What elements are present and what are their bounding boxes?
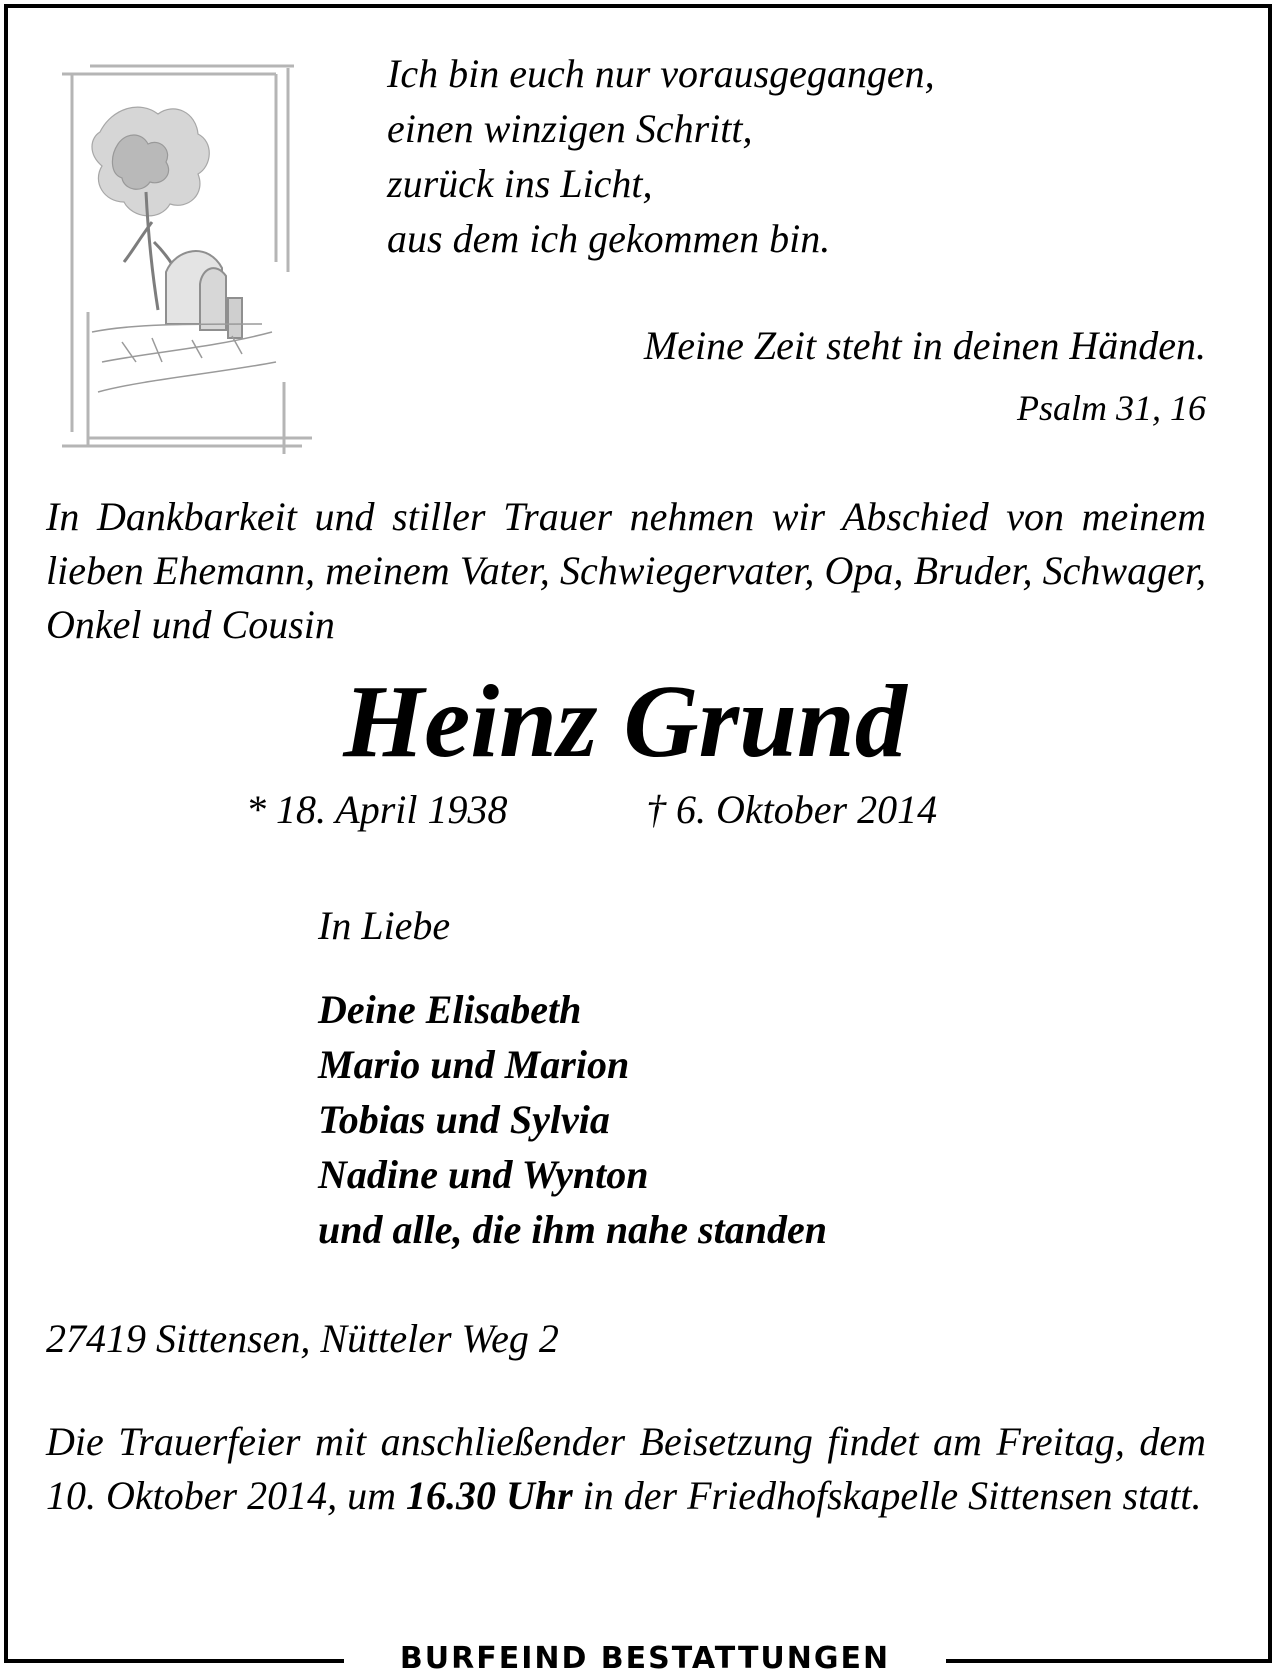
mourner-line: Deine Elisabeth — [318, 987, 582, 1032]
quote-source: Psalm 31, 16 — [1017, 388, 1206, 428]
intro-paragraph: In Dankbarkeit und stiller Trauer nehmen wir Abschied von meinem lieben Ehemann, meinem Vater, Schwiegervater, Opa, Bruder, Schwager, Onkel und Cousin — [46, 494, 1206, 647]
ceremony-paragraph — [46, 1415, 1206, 1523]
mourner-line: Nadine und Wynton — [318, 1152, 649, 1197]
birth-date: * 18. April 1938 — [246, 787, 508, 832]
poem-line: Ich bin euch nur vorausgegangen, — [387, 51, 935, 96]
bottom-rule-left — [4, 1659, 344, 1663]
tree-and-gravestone-sketch-icon — [62, 62, 324, 454]
mourner-line: Tobias und Sylvia — [318, 1097, 610, 1142]
mourner-line: und alle, die ihm nahe standen — [318, 1207, 827, 1252]
deceased-name: Heinz Grund — [343, 664, 907, 779]
bible-quote: Meine Zeit steht in deinen Händen. — [643, 323, 1206, 368]
address: 27419 Sittensen, Nütteler Weg 2 — [46, 1316, 559, 1361]
bottom-rule-right — [946, 1659, 1272, 1663]
ceremony-text-before: Die Trauerfeier mit anschließender Beisetzung findet am Freitag, dem 10. Oktober 2014, um — [46, 1419, 1206, 1518]
ceremony-text-after: in der Friedhofskapelle Sittensen statt. — [582, 1473, 1202, 1518]
funeral-home-brand: BURFEIND BESTATTUNGEN — [399, 1641, 891, 1676]
poem-line: aus dem ich gekommen bin. — [387, 216, 831, 261]
mourner-line: Mario und Marion — [318, 1042, 630, 1087]
mourners-list — [318, 982, 827, 1257]
ceremony-time: 16.30 Uhr — [405, 1473, 573, 1518]
poem-line: zurück ins Licht, — [387, 161, 653, 206]
in-love-line: In Liebe — [318, 903, 451, 948]
poem — [387, 46, 935, 266]
poem-line: einen winzigen Schritt, — [387, 106, 753, 151]
death-date: † 6. Oktober 2014 — [646, 787, 938, 832]
